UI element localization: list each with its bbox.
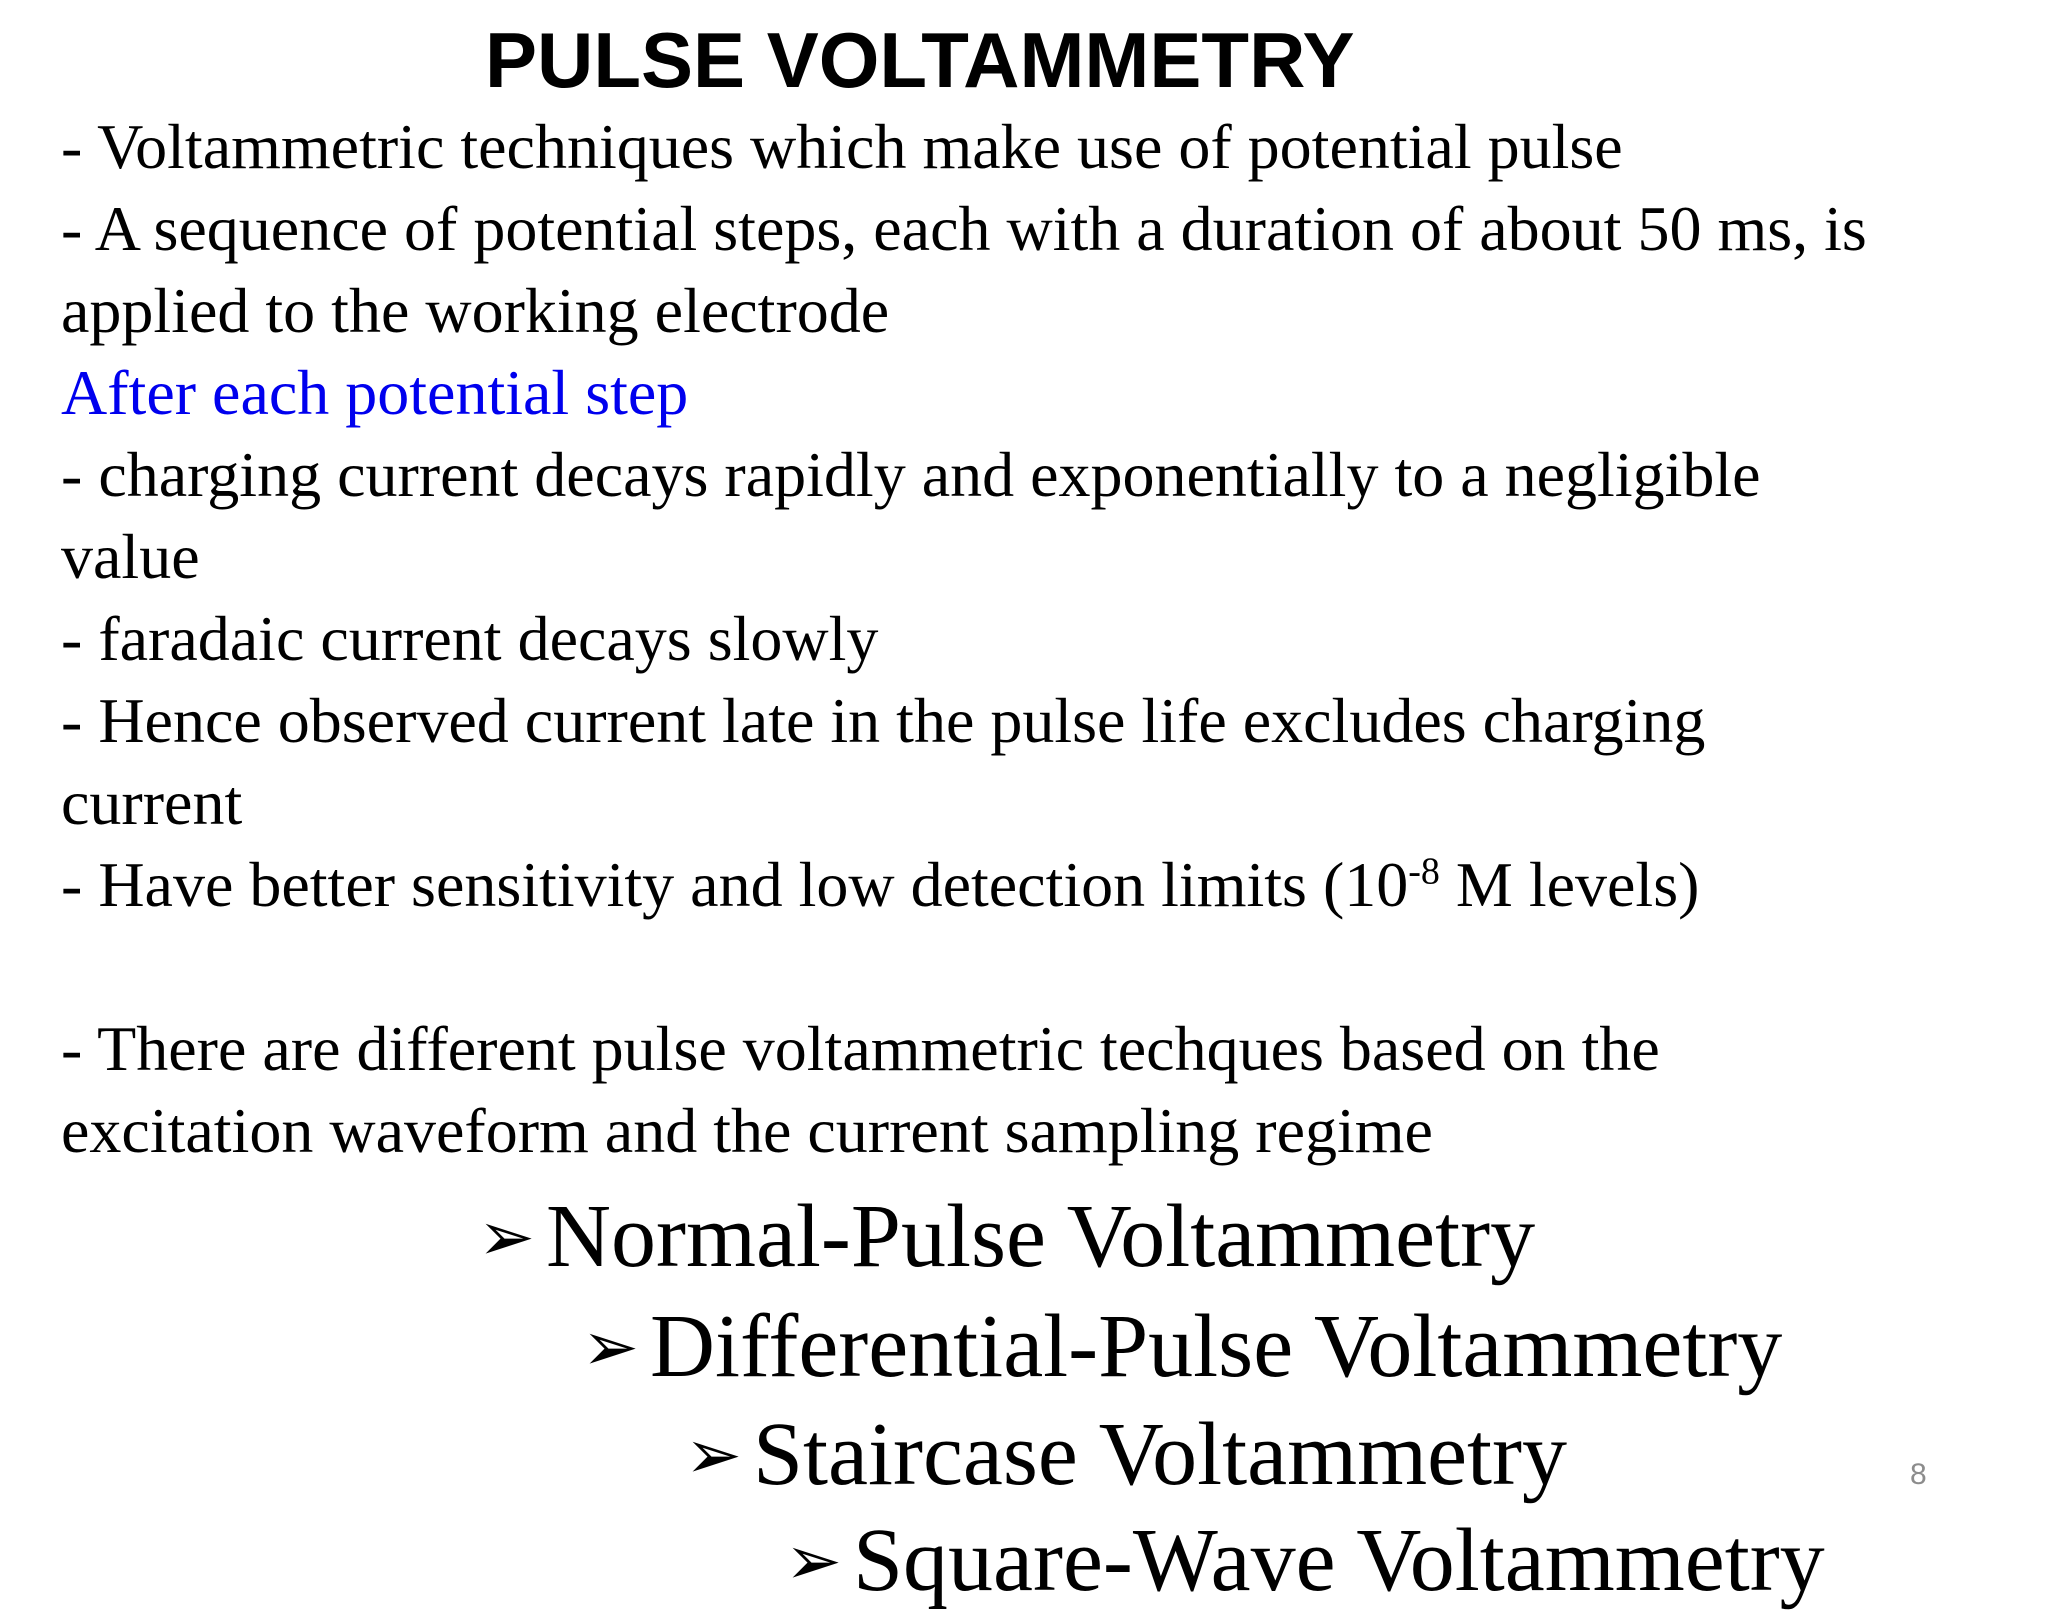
sensitivity-exponent: -8 [1408, 850, 1440, 893]
arrow-bullet-icon: ➢ [582, 1308, 639, 1387]
arrow-bullet-icon: ➢ [785, 1522, 842, 1601]
bullet-line: current [61, 767, 243, 838]
slide-body [61, 106, 2031, 1172]
technique-label: Square-Wave Voltammetry [853, 1511, 1825, 1610]
slide-title: PULSE VOLTAMMETRY [485, 16, 1355, 104]
bullet-line: - There are different pulse voltammetric techques based on the [61, 1013, 1660, 1084]
technique-item [685, 1400, 1567, 1511]
bullet-line: - faradaic current decays slowly [61, 603, 879, 674]
technique-item [478, 1182, 1535, 1293]
sensitivity-prefix: - Have better sensitivity and low detection limits (10 [61, 849, 1409, 920]
page-number: 8 [1910, 1458, 1927, 1491]
sensitivity-line [61, 844, 2031, 926]
blank-line [61, 926, 2031, 1008]
bullet-line: value [61, 521, 200, 592]
bullet-line: excitation waveform and the current sampling regime [61, 1095, 1433, 1166]
bullet-line: applied to the working electrode [61, 275, 890, 346]
bullet-line: - Hence observed current late in the pulse life excludes charging [61, 685, 1706, 756]
technique-label: Staircase Voltammetry [753, 1405, 1567, 1504]
technique-item [582, 1292, 1782, 1403]
subheading: After each potential step [61, 357, 689, 428]
technique-item [785, 1506, 1825, 1617]
arrow-bullet-icon: ➢ [685, 1416, 742, 1495]
bullet-line: - Voltammetric techniques which make use of potential pulse [61, 111, 1623, 182]
technique-label: Normal-Pulse Voltammetry [546, 1187, 1536, 1286]
bullet-line: - A sequence of potential steps, each with a duration of about 50 ms, is [61, 193, 1867, 264]
technique-label: Differential-Pulse Voltammetry [650, 1297, 1783, 1396]
bullet-line: - charging current decays rapidly and exponentially to a negligible [61, 439, 1761, 510]
sensitivity-suffix: M levels) [1439, 849, 1700, 920]
arrow-bullet-icon: ➢ [478, 1198, 535, 1277]
